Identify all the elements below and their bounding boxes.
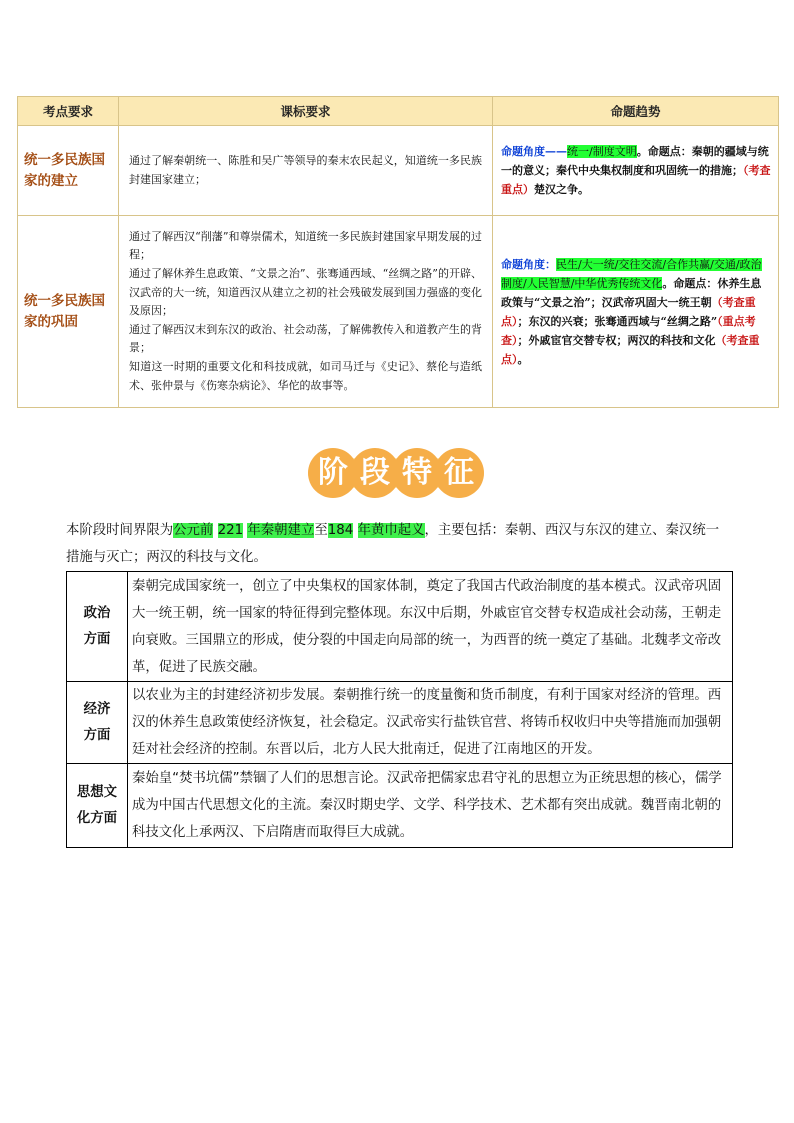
trend-points: ；东汉的兴衰；张骞通西域与“丝绸之路” bbox=[517, 314, 718, 328]
banner-char: 阶 bbox=[308, 448, 358, 498]
intro-highlight: 221 bbox=[217, 523, 244, 538]
feature-head bbox=[67, 682, 128, 764]
trend-key-mark: （考查重点） bbox=[501, 295, 756, 328]
features-row bbox=[67, 682, 733, 764]
standard-line: 通过了解秦朝统一、陈胜和吴广等领导的秦末农民起义，知道统一多民族封建国家建立； bbox=[129, 153, 482, 186]
header-trend: 命题趋势 bbox=[493, 97, 779, 126]
intro-paragraph bbox=[66, 517, 730, 571]
banner-char: 特 bbox=[392, 448, 442, 498]
trend-cell bbox=[493, 126, 779, 216]
trend-angle-value: 民生/大一统/交往交流/合作共赢/交通/政治制度/人民智慧/中华优秀传统文化 bbox=[501, 257, 762, 290]
header-standards: 课标要求 bbox=[119, 97, 493, 126]
intro-suffix: ，主要包括：秦朝、西汉与东汉的建立、秦汉统一措施与灭亡；两汉的科技与文化。 bbox=[66, 523, 720, 565]
standard-line: 通过了解西汉末到东汉的政治、社会动荡，了解佛教传入和道教产生的背景； bbox=[129, 322, 482, 355]
stage-features-banner bbox=[308, 448, 484, 498]
standards-cell bbox=[119, 216, 493, 408]
intro-highlight: 年黄巾起义 bbox=[357, 523, 425, 538]
intro-highlight: 年秦朝建立 bbox=[247, 523, 315, 538]
trend-angle-value: 统一/制度文明 bbox=[567, 145, 637, 158]
standards-cell bbox=[119, 126, 493, 216]
standard-line: 通过了解西汉“削藩”和尊崇儒术，知道统一多民族封建国家早期发展的过程； bbox=[129, 229, 482, 262]
trend-key-mark: （考查重点） bbox=[501, 333, 760, 366]
trend-key-mark: （重点考查） bbox=[501, 314, 756, 347]
trend-angle-label: 命题角度： bbox=[501, 257, 556, 271]
intro-highlight: 公元前 bbox=[173, 523, 214, 538]
header-topic: 考点要求 bbox=[18, 97, 119, 126]
trend-key-mark: （考查重点） bbox=[501, 164, 771, 196]
standard-line: 通过了解休养生息政策、“文景之治”、张骞通西域、“丝绸之路”的开辟、汉武帝的大一统，知道西汉从建立之初的社会残破发展到国力强盛的变化及原因； bbox=[129, 267, 482, 318]
banner-char: 征 bbox=[434, 448, 484, 498]
feature-text: 秦始皇“焚书坑儒”禁锢了人们的思想言论。汉武帝把儒家忠君守礼的思想立为正统思想的核心，儒学成为中国古代思想文化的主流。秦汉时期史学、文学、科学技术、艺术都有突出成就。魏晋南北朝的科技文化上承两汉、下启隋唐而取得巨大成就。 bbox=[128, 764, 733, 848]
feature-text: 秦朝完成国家统一，创立了中央集权的国家体制，奠定了我国古代政治制度的基本模式。汉武帝巩固大一统王朝，统一国家的特征得到完整体现。东汉中后期，外戚宦官交替专权造成社会动荡，王朝走向衰败。三国鼎立的形成，使分裂的中国走向局部的统一，为西晋的统一奠定了基础。北魏孝文帝改革，促进了民族交融。 bbox=[128, 572, 733, 682]
feature-head bbox=[67, 572, 128, 682]
feature-head-text: 思想文化方面 bbox=[76, 784, 118, 826]
intro-prefix: 本阶段时间界限为 bbox=[66, 523, 174, 538]
banner-char: 段 bbox=[350, 448, 400, 498]
topic-cell: 统一多民族国家的巩固 bbox=[18, 216, 119, 408]
trend-points: 。 bbox=[517, 352, 529, 366]
feature-text: 以农业为主的封建经济初步发展。秦朝推行统一的度量衡和货币制度，有利于国家对经济的管理。西汉的休养生息政策使经济恢复，社会稳定。汉武帝实行盐铁官营、将铸币权收归中央等措施而加强朝廷对社会经济的控制。东晋以后，北方人民大批南迁，促进了江南地区的开发。 bbox=[128, 682, 733, 764]
requirements-row bbox=[18, 126, 779, 216]
trend-angle-label: 命题角度—— bbox=[501, 145, 567, 158]
requirements-header-row bbox=[18, 97, 779, 126]
trend-cell bbox=[493, 216, 779, 408]
topic-cell: 统一多民族国家的建立 bbox=[18, 126, 119, 216]
intro-mid: 至 bbox=[314, 523, 328, 538]
feature-head-text: 政治方面 bbox=[83, 605, 111, 647]
trend-points: 楚汉之争。 bbox=[534, 183, 589, 196]
requirements-table bbox=[17, 96, 779, 408]
requirements-row bbox=[18, 216, 779, 408]
intro-highlight: 184 bbox=[327, 523, 354, 538]
feature-head bbox=[67, 764, 128, 848]
trend-points: ；外戚宦官交替专权；两汉的科技和文化 bbox=[517, 333, 716, 347]
features-table bbox=[66, 571, 733, 848]
feature-head-text: 经济方面 bbox=[83, 701, 111, 743]
features-row bbox=[67, 572, 733, 682]
features-row bbox=[67, 764, 733, 848]
trend-points: 。命题点：休养生息政策与“文景之治”；汉武帝巩固大一统王朝 bbox=[501, 276, 762, 309]
trend-points: 。命题点：秦朝的疆域与统一的意义；秦代中央集权制度和巩固统一的措施； bbox=[501, 145, 769, 177]
standard-line: 知道这一时期的重要文化和科技成就，如司马迁与《史记》、蔡伦与造纸术、张仲景与《伤寒杂病论》、华佗的故事等。 bbox=[129, 359, 482, 392]
